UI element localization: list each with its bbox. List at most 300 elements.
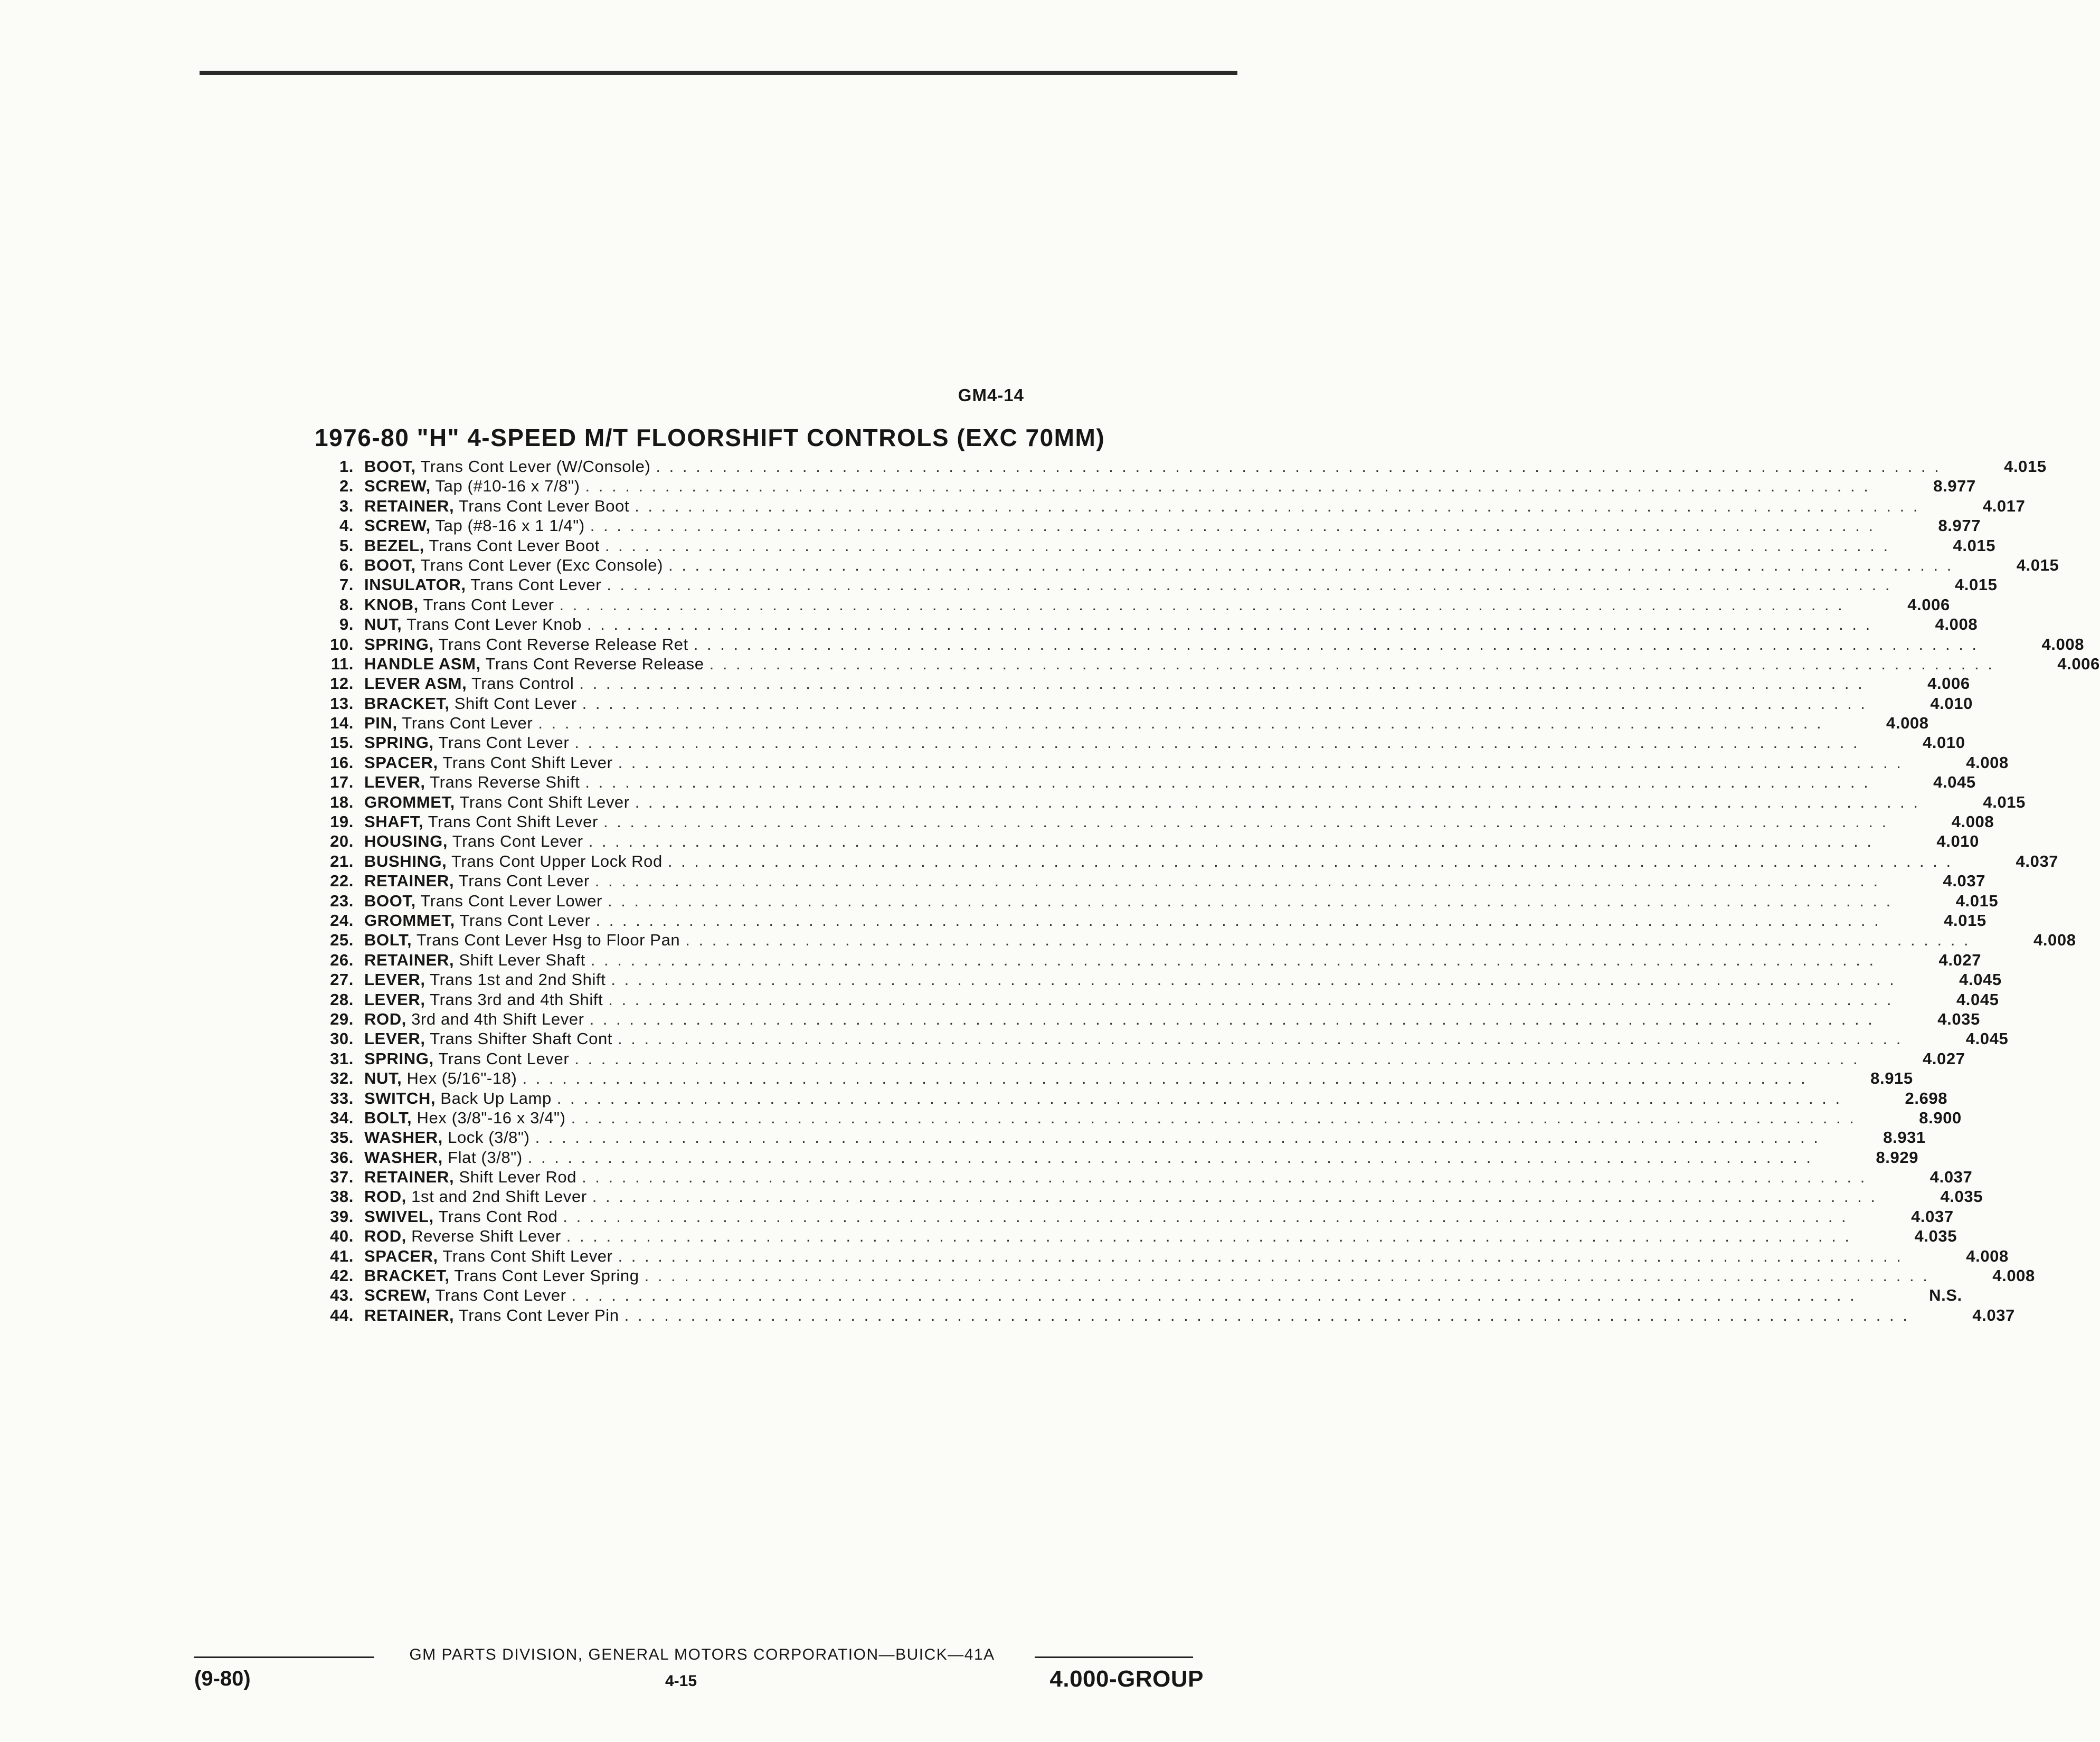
dot-leader: . . . . . . . . . . . . . . . . . . . . . . . . . . . . . . . . . . . . . . . . . . . . . . . . . . . . . . . . . . . . . . . . . . . . . . . . . . . . . . . . . . . . . . . . . . . . . . . . . — [582, 1168, 1867, 1187]
part-number: 14. — [330, 714, 354, 733]
part-row — [310, 970, 2002, 990]
part-number: 28. — [330, 990, 354, 1009]
part-name: BRACKET, — [364, 694, 450, 713]
part-name: LEVER ASM, — [364, 674, 467, 693]
group-number: 4.027 — [1922, 1049, 1965, 1068]
part-row — [310, 911, 1987, 931]
part-detail: Flat (3/8") — [448, 1148, 523, 1167]
group-number: 4.045 — [1959, 970, 2002, 989]
part-number: 39. — [330, 1207, 354, 1226]
group-number: 4.008 — [1966, 1246, 2009, 1265]
part-name: KNOB, — [364, 595, 419, 614]
part-name: WASHER, — [364, 1148, 443, 1167]
part-description — [364, 1128, 530, 1147]
group-number: 8.915 — [1870, 1069, 1913, 1088]
part-detail: Trans Shifter Shaft Cont — [430, 1029, 613, 1048]
group-number: 4.027 — [1938, 950, 1982, 969]
part-row — [310, 792, 2026, 812]
part-number: 6. — [339, 555, 354, 574]
part-name: ROD, — [364, 1187, 406, 1206]
part-name: SHAFT, — [364, 812, 424, 831]
dot-leader: . . . . . . . . . . . . . . . . . . . . . . . . . . . . . . . . . . . . . . . . . . . . . . . . . . . . . . . . . . . . . . . . . . . . . . . . . . . . . . . . . . . . . . . . . . . . . . . . . — [668, 555, 1954, 574]
part-detail: Trans Cont Lever — [423, 595, 554, 614]
part-row — [310, 1286, 1962, 1305]
dot-leader: . . . . . . . . . . . . . . . . . . . . . . . . . . . . . . . . . . . . . . . . . . . . . . . . . . . . . . . . . . . . . . . . . . . . . . . . . . . . . . . . . . . . . . . . . . . . . . . . . — [635, 496, 1920, 515]
part-number: 16. — [330, 753, 354, 772]
part-row — [310, 872, 1986, 891]
part-detail: Back Up Lamp — [440, 1088, 552, 1107]
dot-leader: . . . . . . . . . . . . . . . . . . . . . . . . . . . . . . . . . . . . . . . . . . . . . . . . . . . . . . . . . . . . . . . . . . . . . . . . . . . . . . . . . . . . . . . . . . . . . . . . . — [574, 733, 1860, 752]
part-detail: Hex (5/16"-18) — [406, 1069, 517, 1088]
part-detail: 1st and 2nd Shift Lever — [411, 1187, 587, 1206]
dot-leader: . . . . . . . . . . . . . . . . . . . . . . . . . . . . . . . . . . . . . . . . . . . . . . . . . . . . . . . . . . . . . . . . . . . . . . . . . . . . . . . . . . . . . . . . . . . . . . . . . — [618, 753, 1903, 772]
part-name: SPACER, — [364, 753, 438, 772]
part-description — [364, 1089, 552, 1108]
header-rule — [200, 71, 1237, 75]
part-name: BOOT, — [364, 457, 416, 476]
part-detail: Trans Cont Lever — [458, 872, 590, 891]
part-row — [310, 950, 1982, 970]
group-number: 4.045 — [1933, 773, 1976, 792]
part-detail: Trans Cont Reverse Release Ret — [438, 635, 688, 654]
group-number: 4.015 — [1953, 536, 1996, 555]
group-number: 4.006 — [1927, 674, 1970, 693]
part-number: 38. — [330, 1187, 354, 1206]
part-description — [364, 793, 630, 812]
group-number: 4.037 — [1943, 872, 1986, 891]
part-name: LEVER, — [364, 970, 425, 989]
part-row — [310, 595, 1950, 615]
dot-leader: . . . . . . . . . . . . . . . . . . . . . . . . . . . . . . . . . . . . . . . . . . . . . . . . . . . . . . . . . . . . . . . . . . . . . . . . . . . . . . . . . . . . . . . . . . . . . . . . . — [522, 1069, 1808, 1088]
part-name: BOLT, — [364, 931, 412, 950]
part-name: ROD, — [364, 1009, 406, 1028]
dot-leader: . . . . . . . . . . . . . . . . . . . . . . . . . . . . . . . . . . . . . . . . . . . . . . . . . . . . . . . . . . . . . . . . . . . . . . . . . . . . . . . . . . . . . . . . . . . . . . . . . — [590, 516, 1876, 535]
part-detail: Lock (3/8") — [448, 1128, 530, 1147]
part-detail: Trans Cont Lever (W/Console) — [420, 457, 651, 476]
dot-leader: . . . . . . . . . . . . . . . . . . . . . . . . . . . . . . . . . . . . . . . . . . . . . . . . . . . . . . . . . . . . . . . . . . . . . . . . . . . . . . . . . . . . . . . . . . . . . . . . . — [571, 1108, 1856, 1127]
group-number: 4.006 — [1907, 595, 1950, 614]
part-row — [310, 674, 1970, 694]
part-description — [364, 990, 603, 1009]
part-row — [310, 1246, 2009, 1266]
part-number: 13. — [330, 694, 354, 713]
part-row — [310, 615, 1978, 635]
part-number: 30. — [330, 1029, 354, 1048]
part-detail: Trans Cont Lever — [452, 832, 583, 851]
dot-leader: . . . . . . . . . . . . . . . . . . . . . . . . . . . . . . . . . . . . . . . . . . . . . . . . . . . . . . . . . . . . . . . . . . . . . . . . . . . . . . . . . . . . . . . . . . . . . . . . . — [579, 674, 1865, 693]
part-detail: Trans Cont Reverse Release — [485, 654, 704, 673]
part-name: SCREW, — [364, 477, 431, 496]
dot-leader: . . . . . . . . . . . . . . . . . . . . . . . . . . . . . . . . . . . . . . . . . . . . . . . . . . . . . . . . . . . . . . . . . . . . . . . . . . . . . . . . . . . . . . . . . . . . . . . . . — [644, 1266, 1929, 1285]
part-detail: Trans Cont Lever Knob — [406, 615, 582, 634]
part-name: RETAINER, — [364, 1168, 455, 1187]
part-row — [310, 1168, 1973, 1187]
group-number: 4.045 — [1965, 1029, 2009, 1048]
group-number: 4.037 — [2016, 851, 2059, 870]
part-row — [310, 694, 1973, 714]
part-name: NUT, — [364, 1069, 402, 1088]
part-name: SCREW, — [364, 1286, 431, 1305]
part-row — [310, 1029, 2009, 1049]
dot-leader: . . . . . . . . . . . . . . . . . . . . . . . . . . . . . . . . . . . . . . . . . . . . . . . . . . . . . . . . . . . . . . . . . . . . . . . . . . . . . . . . . . . . . . . . . . . . . . . . . — [611, 970, 1896, 989]
part-name: LEVER, — [364, 990, 425, 1009]
parts-list — [310, 457, 2100, 1326]
dot-leader: . . . . . . . . . . . . . . . . . . . . . . . . . . . . . . . . . . . . . . . . . . . . . . . . . . . . . . . . . . . . . . . . . . . . . . . . . . . . . . . . . . . . . . . . . . . . . . . . . — [618, 1246, 1903, 1265]
part-detail: Reverse Shift Lever — [411, 1227, 561, 1246]
part-description — [364, 1247, 613, 1266]
part-name: SWITCH, — [364, 1088, 436, 1107]
footer-page-number: 4-15 — [665, 1672, 697, 1690]
part-number: 18. — [330, 792, 354, 811]
dot-leader: . . . . . . . . . . . . . . . . . . . . . . . . . . . . . . . . . . . . . . . . . . . . . . . . . . . . . . . . . . . . . . . . . . . . . . . . . . . . . . . . . . . . . . . . . . . . . . . . . — [607, 575, 1892, 594]
group-number: 4.008 — [2041, 635, 2085, 654]
dot-leader: . . . . . . . . . . . . . . . . . . . . . . . . . . . . . . . . . . . . . . . . . . . . . . . . . . . . . . . . . . . . . . . . . . . . . . . . . . . . . . . . . . . . . . . . . . . . . . . . . — [693, 635, 1979, 654]
part-row — [310, 832, 1979, 851]
part-row — [310, 1148, 1919, 1168]
part-row — [310, 851, 2059, 872]
part-detail: Trans Cont Lever Pin — [458, 1305, 619, 1324]
page-title: 1976-80 "H" 4-SPEED M/T FLOORSHIFT CONTROLS (EXC 70MM) — [315, 424, 1105, 451]
dot-leader: . . . . . . . . . . . . . . . . . . . . . . . . . . . . . . . . . . . . . . . . . . . . . . . . . . . . . . . . . . . . . . . . . . . . . . . . . . . . . . . . . . . . . . . . . . . . . . . . . — [588, 832, 1874, 851]
group-number: 4.010 — [1930, 694, 1973, 713]
part-description — [364, 477, 580, 496]
part-detail: Shift Cont Lever — [454, 694, 577, 713]
part-detail: Trans Cont Upper Lock Rod — [451, 851, 663, 870]
part-row — [310, 891, 1999, 911]
part-name: LEVER, — [364, 1029, 425, 1048]
part-number: 1. — [339, 457, 354, 476]
part-description — [364, 615, 582, 634]
dot-leader: . . . . . . . . . . . . . . . . . . . . . . . . . . . . . . . . . . . . . . . . . . . . . . . . . . . . . . . . . . . . . . . . . . . . . . . . . . . . . . . . . . . . . . . . . . . . . . . . . — [566, 1227, 1852, 1246]
dot-leader: . . . . . . . . . . . . . . . . . . . . . . . . . . . . . . . . . . . . . . . . . . . . . . . . . . . . . . . . . . . . . . . . . . . . . . . . . . . . . . . . . . . . . . . . . . . . . . . . . — [535, 1128, 1820, 1147]
part-detail: Trans Cont Lever Spring — [454, 1266, 639, 1285]
dot-leader: . . . . . . . . . . . . . . . . . . . . . . . . . . . . . . . . . . . . . . . . . . . . . . . . . . . . . . . . . . . . . . . . . . . . . . . . . . . . . . . . . . . . . . . . . . . . . . . . . — [563, 1207, 1848, 1226]
part-detail: Trans Reverse Shift — [430, 773, 580, 792]
dot-leader: . . . . . . . . . . . . . . . . . . . . . . . . . . . . . . . . . . . . . . . . . . . . . . . . . . . . . . . . . . . . . . . . . . . . . . . . . . . . . . . . . . . . . . . . . . . . . . . . . — [585, 477, 1870, 496]
part-description — [364, 852, 663, 871]
group-number: 4.015 — [2004, 457, 2047, 476]
part-description — [364, 457, 650, 476]
part-description — [364, 872, 590, 891]
part-row — [310, 812, 1994, 832]
part-description — [364, 812, 598, 831]
part-row — [310, 654, 2100, 674]
part-number: 35. — [330, 1128, 354, 1147]
part-row — [310, 773, 1976, 792]
part-detail: Trans Cont Shift Lever — [459, 792, 630, 811]
part-description — [364, 714, 533, 733]
part-number: 2. — [339, 477, 354, 496]
part-name: INSULATOR, — [364, 575, 466, 594]
part-row — [310, 931, 2076, 950]
dot-leader: . . . . . . . . . . . . . . . . . . . . . . . . . . . . . . . . . . . . . . . . . . . . . . . . . . . . . . . . . . . . . . . . . . . . . . . . . . . . . . . . . . . . . . . . . . . . . . . . . — [709, 654, 1994, 673]
part-number: 27. — [330, 970, 354, 989]
part-number: 10. — [330, 635, 354, 654]
dot-leader: . . . . . . . . . . . . . . . . . . . . . . . . . . . . . . . . . . . . . . . . . . . . . . . . . . . . . . . . . . . . . . . . . . . . . . . . . . . . . . . . . . . . . . . . . . . . . . . . . — [656, 457, 1941, 476]
part-number: 5. — [339, 536, 354, 555]
part-detail: Tap (#10-16 x 7/8") — [435, 477, 580, 496]
part-description — [364, 536, 600, 555]
part-name: SPACER, — [364, 1246, 438, 1265]
dot-leader: . . . . . . . . . . . . . . . . . . . . . . . . . . . . . . . . . . . . . . . . . . . . . . . . . . . . . . . . . . . . . . . . . . . . . . . . . . . . . . . . . . . . . . . . . . . . . . . . . — [594, 872, 1880, 891]
part-row — [310, 753, 2009, 773]
part-row — [310, 516, 1981, 536]
part-number: 9. — [339, 615, 354, 634]
group-number: 4.035 — [1940, 1187, 1983, 1206]
group-number: 4.010 — [1936, 832, 1979, 851]
part-number: 37. — [330, 1168, 354, 1187]
part-name: BEZEL, — [364, 536, 424, 555]
footer-publisher: GM PARTS DIVISION, GENERAL MOTORS CORPORATION—BUICK—41A — [409, 1646, 995, 1663]
part-number: 44. — [330, 1305, 354, 1324]
part-number: 41. — [330, 1246, 354, 1265]
part-description — [364, 694, 577, 713]
part-name: SWIVEL, — [364, 1207, 434, 1226]
part-name: GROMMET, — [364, 792, 455, 811]
group-number: 4.037 — [1929, 1168, 1973, 1187]
group-number: 4.035 — [1937, 1009, 1980, 1028]
part-description — [364, 951, 585, 970]
part-description — [364, 1227, 561, 1246]
part-detail: Trans 3rd and 4th Shift — [430, 990, 603, 1009]
group-number: 4.008 — [1992, 1266, 2035, 1285]
group-number: 4.008 — [1951, 812, 1994, 831]
group-number: 4.006 — [2057, 654, 2100, 673]
part-name: LEVER, — [364, 773, 425, 792]
part-detail: Trans Cont Lever (Exc Console) — [420, 555, 664, 574]
part-detail: Shift Lever Rod — [459, 1168, 577, 1187]
group-number: 8.977 — [1933, 477, 1976, 496]
group-number: 4.037 — [1911, 1207, 1954, 1226]
group-number: 4.015 — [1983, 792, 2026, 811]
part-name: PIN, — [364, 714, 398, 733]
part-row — [310, 1187, 1983, 1207]
part-detail: Trans Cont Lever Boot — [429, 536, 600, 555]
part-name: SPRING, — [364, 1049, 434, 1068]
footer-rule-right — [1035, 1656, 1193, 1658]
part-detail: 3rd and 4th Shift Lever — [411, 1009, 584, 1028]
footer-date: (9-80) — [194, 1667, 251, 1690]
dot-leader: . . . . . . . . . . . . . . . . . . . . . . . . . . . . . . . . . . . . . . . . . . . . . . . . . . . . . . . . . . . . . . . . . . . . . . . . . . . . . . . . . . . . . . . . . . . . . . . . . — [589, 1009, 1875, 1028]
part-number: 3. — [339, 496, 354, 515]
dot-leader: . . . . . . . . . . . . . . . . . . . . . . . . . . . . . . . . . . . . . . . . . . . . . . . . . . . . . . . . . . . . . . . . . . . . . . . . . . . . . . . . . . . . . . . . . . . . . . . . . — [587, 615, 1872, 634]
part-detail: Trans Cont Lever Lower — [420, 891, 602, 910]
part-row — [310, 1049, 1965, 1069]
part-description — [364, 1187, 587, 1206]
dot-leader: . . . . . . . . . . . . . . . . . . . . . . . . . . . . . . . . . . . . . . . . . . . . . . . . . . . . . . . . . . . . . . . . . . . . . . . . . . . . . . . . . . . . . . . . . . . . . . . . . — [538, 714, 1823, 733]
part-name: RETAINER, — [364, 872, 455, 891]
part-row — [310, 477, 1976, 496]
part-detail: Trans Cont Shift Lever — [442, 753, 613, 772]
part-description — [364, 753, 613, 772]
group-number: 4.037 — [1972, 1305, 2015, 1324]
part-number: 11. — [330, 654, 354, 673]
dot-leader: . . . . . . . . . . . . . . . . . . . . . . . . . . . . . . . . . . . . . . . . . . . . . . . . . . . . . . . . . . . . . . . . . . . . . . . . . . . . . . . . . . . . . . . . . . . . . . . . . — [592, 1187, 1878, 1206]
part-row — [310, 496, 2026, 516]
part-detail: Hex (3/8"-16 x 3/4") — [417, 1108, 566, 1127]
part-description — [364, 655, 704, 674]
part-description — [364, 1207, 557, 1226]
part-number: 8. — [339, 595, 354, 614]
part-name: SCREW, — [364, 516, 431, 535]
dot-leader: . . . . . . . . . . . . . . . . . . . . . . . . . . . . . . . . . . . . . . . . . . . . . . . . . . . . . . . . . . . . . . . . . . . . . . . . . . . . . . . . . . . . . . . . . . . . . . . . . — [635, 792, 1920, 811]
part-number: 17. — [330, 773, 354, 792]
part-number: 33. — [330, 1088, 354, 1107]
part-detail: Trans Cont Shift Lever — [428, 812, 598, 831]
part-number: 21. — [330, 851, 354, 870]
part-description — [364, 595, 554, 614]
part-description — [364, 911, 590, 930]
part-description — [364, 1168, 576, 1187]
footer-group-number: 4.000-GROUP — [1049, 1666, 1204, 1692]
group-number: 4.015 — [1954, 575, 1998, 594]
part-description — [364, 1069, 517, 1088]
part-number: 23. — [330, 891, 354, 910]
part-description — [364, 1049, 569, 1068]
dot-leader: . . . . . . . . . . . . . . . . . . . . . . . . . . . . . . . . . . . . . . . . . . . . . . . . . . . . . . . . . . . . . . . . . . . . . . . . . . . . . . . . . . . . . . . . . . . . . . . . . — [608, 990, 1894, 1009]
part-name: BRACKET, — [364, 1266, 450, 1285]
part-name: HANDLE ASM, — [364, 654, 481, 673]
part-row — [310, 1207, 1954, 1227]
part-row — [310, 1305, 2015, 1326]
part-detail: Trans Cont Lever — [438, 733, 570, 752]
dot-leader: . . . . . . . . . . . . . . . . . . . . . . . . . . . . . . . . . . . . . . . . . . . . . . . . . . . . . . . . . . . . . . . . . . . . . . . . . . . . . . . . . . . . . . . . . . . . . . . . . — [571, 1286, 1857, 1305]
part-number: 42. — [330, 1266, 354, 1285]
dot-leader: . . . . . . . . . . . . . . . . . . . . . . . . . . . . . . . . . . . . . . . . . . . . . . . . . . . . . . . . . . . . . . . . . . . . . . . . . . . . . . . . . . . . . . . . . . . . . . . . . — [685, 931, 1971, 950]
part-description — [364, 516, 585, 535]
part-number: 25. — [330, 931, 354, 950]
part-name: RETAINER, — [364, 950, 455, 969]
part-number: 31. — [330, 1049, 354, 1068]
part-number: 15. — [330, 733, 354, 752]
part-detail: Trans Cont Shift Lever — [442, 1246, 613, 1265]
part-row — [310, 1088, 1948, 1109]
part-name: BOOT, — [364, 555, 416, 574]
part-description — [364, 892, 602, 911]
part-description — [364, 635, 688, 654]
group-number: 8.977 — [1938, 516, 1981, 535]
group-number: 8.929 — [1876, 1148, 1919, 1167]
part-name: WASHER, — [364, 1128, 443, 1147]
group-number: 4.008 — [1935, 615, 1978, 634]
part-name: BOOT, — [364, 891, 416, 910]
part-description — [364, 497, 629, 516]
part-number: 7. — [339, 575, 354, 594]
part-description — [364, 970, 606, 989]
part-row — [310, 990, 1999, 1010]
group-number: 8.900 — [1919, 1108, 1962, 1127]
part-number: 36. — [330, 1148, 354, 1167]
part-number: 26. — [330, 950, 354, 969]
dot-leader: . . . . . . . . . . . . . . . . . . . . . . . . . . . . . . . . . . . . . . . . . . . . . . . . . . . . . . . . . . . . . . . . . . . . . . . . . . . . . . . . . . . . . . . . . . . . . . . . . — [604, 536, 1890, 555]
part-name: RETAINER, — [364, 1305, 455, 1324]
part-number: 34. — [330, 1108, 354, 1127]
part-name: ROD, — [364, 1227, 406, 1246]
group-number: 4.015 — [2016, 555, 2059, 574]
group-number: 4.015 — [1944, 911, 1987, 930]
part-detail: Trans Cont Lever — [435, 1286, 566, 1305]
part-description — [364, 1266, 639, 1285]
dot-leader: . . . . . . . . . . . . . . . . . . . . . . . . . . . . . . . . . . . . . . . . . . . . . . . . . . . . . . . . . . . . . . . . . . . . . . . . . . . . . . . . . . . . . . . . . . . . . . . . . — [574, 1049, 1860, 1068]
group-number: 4.008 — [1886, 714, 1929, 733]
part-description — [364, 1109, 566, 1128]
part-row — [310, 1266, 2035, 1286]
part-row — [310, 714, 1929, 733]
group-number: 4.017 — [1982, 496, 2026, 515]
dot-leader: . . . . . . . . . . . . . . . . . . . . . . . . . . . . . . . . . . . . . . . . . . . . . . . . . . . . . . . . . . . . . . . . . . . . . . . . . . . . . . . . . . . . . . . . . . . . . . . . . — [624, 1305, 1909, 1324]
part-detail: Trans Cont Lever — [402, 714, 533, 733]
part-description — [364, 1010, 584, 1029]
part-row — [310, 1128, 1926, 1148]
dot-leader: . . . . . . . . . . . . . . . . . . . . . . . . . . . . . . . . . . . . . . . . . . . . . . . . . . . . . . . . . . . . . . . . . . . . . . . . . . . . . . . . . . . . . . . . . . . . . . . . . — [618, 1029, 1903, 1048]
part-description — [364, 674, 574, 693]
part-number: 40. — [330, 1227, 354, 1246]
dot-leader: . . . . . . . . . . . . . . . . . . . . . . . . . . . . . . . . . . . . . . . . . . . . . . . . . . . . . . . . . . . . . . . . . . . . . . . . . . . . . . . . . . . . . . . . . . . . . . . . . — [590, 950, 1876, 969]
part-description — [364, 1029, 612, 1048]
part-detail: Trans Cont Lever Boot — [458, 496, 630, 515]
group-number: 4.045 — [1956, 990, 1999, 1009]
dot-leader: . . . . . . . . . . . . . . . . . . . . . . . . . . . . . . . . . . . . . . . . . . . . . . . . . . . . . . . . . . . . . . . . . . . . . . . . . . . . . . . . . . . . . . . . . . . . . . . . . — [603, 812, 1889, 831]
part-detail: Trans Cont Lever — [470, 575, 602, 594]
part-description — [364, 575, 601, 594]
dot-leader: . . . . . . . . . . . . . . . . . . . . . . . . . . . . . . . . . . . . . . . . . . . . . . . . . . . . . . . . . . . . . . . . . . . . . . . . . . . . . . . . . . . . . . . . . . . . . . . . . — [607, 891, 1893, 910]
part-row — [310, 1227, 1957, 1246]
part-detail: Trans Cont Lever — [459, 911, 591, 930]
group-number: 2.698 — [1905, 1088, 1948, 1107]
part-number: 12. — [330, 674, 354, 693]
part-name: RETAINER, — [364, 496, 455, 515]
part-description — [364, 832, 583, 851]
part-name: SPRING, — [364, 733, 434, 752]
dot-leader: . . . . . . . . . . . . . . . . . . . . . . . . . . . . . . . . . . . . . . . . . . . . . . . . . . . . . . . . . . . . . . . . . . . . . . . . . . . . . . . . . . . . . . . . . . . . . . . . . — [527, 1148, 1813, 1167]
part-row — [310, 1069, 1913, 1088]
part-name: BUSHING, — [364, 851, 447, 870]
part-number: 4. — [339, 516, 354, 535]
part-detail: Trans Cont Lever — [438, 1049, 570, 1068]
part-number: 19. — [330, 812, 354, 831]
group-number: 4.010 — [1922, 733, 1965, 752]
part-description — [364, 556, 663, 575]
part-detail: Trans Cont Rod — [438, 1207, 558, 1226]
part-number: 20. — [330, 832, 354, 851]
part-name: GROMMET, — [364, 911, 455, 930]
part-description — [364, 931, 680, 950]
group-number: 4.015 — [1955, 891, 1999, 910]
part-row — [310, 457, 2047, 477]
part-row — [310, 635, 2085, 655]
part-detail: Shift Lever Shaft — [459, 950, 585, 969]
part-detail: Tap (#8-16 x 1 1/4") — [435, 516, 585, 535]
part-description — [364, 1286, 566, 1305]
part-row — [310, 733, 1965, 753]
dot-leader: . . . . . . . . . . . . . . . . . . . . . . . . . . . . . . . . . . . . . . . . . . . . . . . . . . . . . . . . . . . . . . . . . . . . . . . . . . . . . . . . . . . . . . . . . . . . . . . . . — [585, 773, 1870, 792]
part-row — [310, 555, 2059, 575]
part-number: 43. — [330, 1286, 354, 1305]
part-detail: Trans 1st and 2nd Shift — [430, 970, 606, 989]
dot-leader: . . . . . . . . . . . . . . . . . . . . . . . . . . . . . . . . . . . . . . . . . . . . . . . . . . . . . . . . . . . . . . . . . . . . . . . . . . . . . . . . . . . . . . . . . . . . . . . . . — [595, 911, 1881, 930]
part-name: BOLT, — [364, 1108, 412, 1127]
footer-rule-left — [194, 1656, 374, 1658]
illustration-code: GM4-14 — [958, 385, 1024, 405]
dot-leader: . . . . . . . . . . . . . . . . . . . . . . . . . . . . . . . . . . . . . . . . . . . . . . . . . . . . . . . . . . . . . . . . . . . . . . . . . . . . . . . . . . . . . . . . . . . . . . . . . — [582, 694, 1867, 713]
dot-leader: . . . . . . . . . . . . . . . . . . . . . . . . . . . . . . . . . . . . . . . . . . . . . . . . . . . . . . . . . . . . . . . . . . . . . . . . . . . . . . . . . . . . . . . . . . . . . . . . . — [559, 595, 1844, 614]
part-name: SPRING, — [364, 635, 434, 654]
part-row — [310, 536, 1996, 556]
group-number: 4.035 — [1914, 1227, 1957, 1246]
group-number: 4.008 — [1966, 753, 2009, 772]
dot-leader: . . . . . . . . . . . . . . . . . . . . . . . . . . . . . . . . . . . . . . . . . . . . . . . . . . . . . . . . . . . . . . . . . . . . . . . . . . . . . . . . . . . . . . . . . . . . . . . . . — [667, 851, 1953, 870]
part-description — [364, 1148, 523, 1167]
